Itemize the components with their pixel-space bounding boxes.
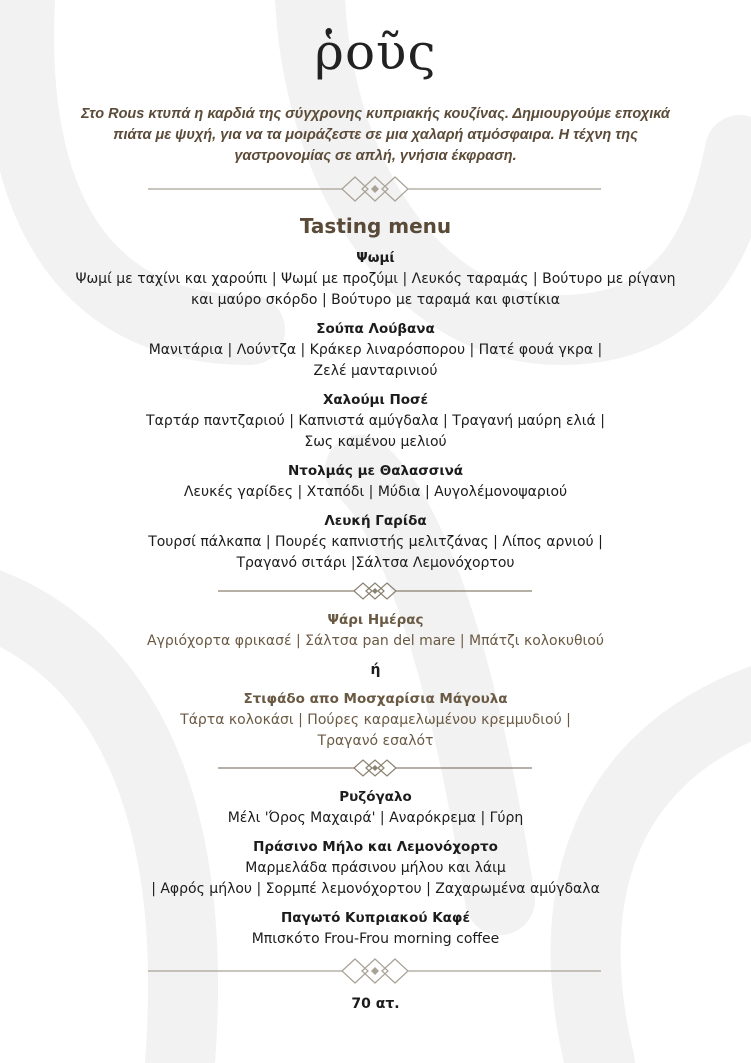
ornament-divider (0, 755, 751, 781)
intro-line: γαστρονομίας σε απλή, γνήσια έκφραση. (234, 148, 517, 164)
course-title: Παγωτό Κυπριακού Καφέ (280, 910, 471, 926)
ornament-divider (0, 958, 751, 984)
main-option-beef (40, 689, 711, 752)
course-desc: Τουρσί πάλκαπα | Πουρές καπνιστής μελιτζάνας | Λίπος αρνιού | (148, 534, 603, 550)
intro-line: πιάτα με ψυχή, για να τα μοιράζεστε σε μια χαλαρή ατμόσφαιρα. Η τέχνη της (113, 127, 638, 143)
course-desc: | Αφρός μήλου | Σορμπέ λεμονόχορτου | Ζαχαρωμένα αμύγδαλα (151, 881, 600, 897)
dessert-rice-pudding (40, 787, 711, 829)
course-title: Χαλούμι Ποσέ (322, 392, 429, 408)
dessert-coffee-icecream (40, 908, 711, 950)
course-desc: Ψωμί με ταχίνι και χαρούπι | Ψωμί με προζύμι | Λευκός ταραμάς | Βούτυρο με ρίγανη (75, 271, 676, 287)
course-desc: Ταρτάρ παντζαριού | Καπνιστά αμύγδαλα | Τραγανή μαύρη ελιά | (146, 413, 605, 429)
ornament-divider (0, 176, 751, 202)
menu-price: 70 ατ. (351, 996, 400, 1012)
menu-title: Tasting menu (299, 214, 452, 238)
course-dolmas (40, 461, 711, 503)
courses-section (40, 248, 711, 582)
course-desc: Μέλι 'Όρος Μαχαιρά' | Αναρόκρεμα | Γύρη (227, 810, 524, 826)
course-bread (40, 248, 711, 311)
course-desc: Μαρμελάδα πράσινου μήλου και λάιμ (245, 860, 506, 876)
course-title: Λευκή Γαρίδα (324, 513, 427, 529)
ornament-divider (0, 578, 751, 604)
intro-text (60, 104, 691, 167)
course-desc: Λευκές γαρίδες | Χταπόδι | Μύδια | Αυγολέμονοψαριού (183, 484, 568, 500)
course-soup (40, 319, 711, 382)
course-shrimp (40, 511, 711, 574)
course-title: Ψάρι Ημέρας (327, 612, 424, 628)
restaurant-logo: ῥοῦς (314, 23, 437, 81)
course-desc: Μανιτάρια | Λούντζα | Κράκερ λιναρόσπορου | Πατέ φουά γκρα | (148, 342, 603, 358)
course-title: Πράσινο Μήλο και Λεμονόχορτο (253, 839, 498, 855)
main-option-fish (40, 610, 711, 652)
course-halloumi (40, 390, 711, 453)
course-title: Ντολμάς με Θαλασσινά (287, 463, 464, 479)
course-desc: Τραγανό εσαλότ (317, 733, 434, 749)
course-desc: Ζελέ μανταρινιού (313, 363, 438, 379)
course-title: Ρυζόγαλο (339, 789, 412, 805)
dessert-section (40, 787, 711, 958)
course-desc: Τάρτα κολοκάσι | Πούρες καραμελωμένου κρεμμυδιού | (180, 712, 571, 728)
course-desc: και μαύρο σκόρδο | Βούτυρο με ταραμά και φιστίκια (190, 292, 560, 308)
course-desc: Μπισκότο Frou-Frou morning coffee (251, 931, 500, 947)
main-course-section (40, 610, 711, 760)
intro-line: Στο Rous κτυπά η καρδιά της σύγχρονης κυπριακής κουζίνας. Δημιουργούμε εποχικά (81, 106, 670, 122)
course-desc: Αγριόχορτα φρικασέ | Σάλτσα pan del mare | Μπάτζι κολοκυθιού (147, 633, 604, 649)
course-title: Σούπα Λούβανα (316, 321, 435, 337)
course-desc: Σως καμένου μελιού (304, 434, 447, 450)
course-title: Στιφάδο απο Μοσχαρίσια Μάγουλα (243, 691, 508, 707)
course-title: Ψωμί (356, 250, 395, 266)
course-desc: Τραγανό σιτάρι |Σάλτσα Λεμονόχορτου (236, 555, 515, 571)
or-label: ή (370, 662, 381, 678)
dessert-green-apple (40, 837, 711, 900)
